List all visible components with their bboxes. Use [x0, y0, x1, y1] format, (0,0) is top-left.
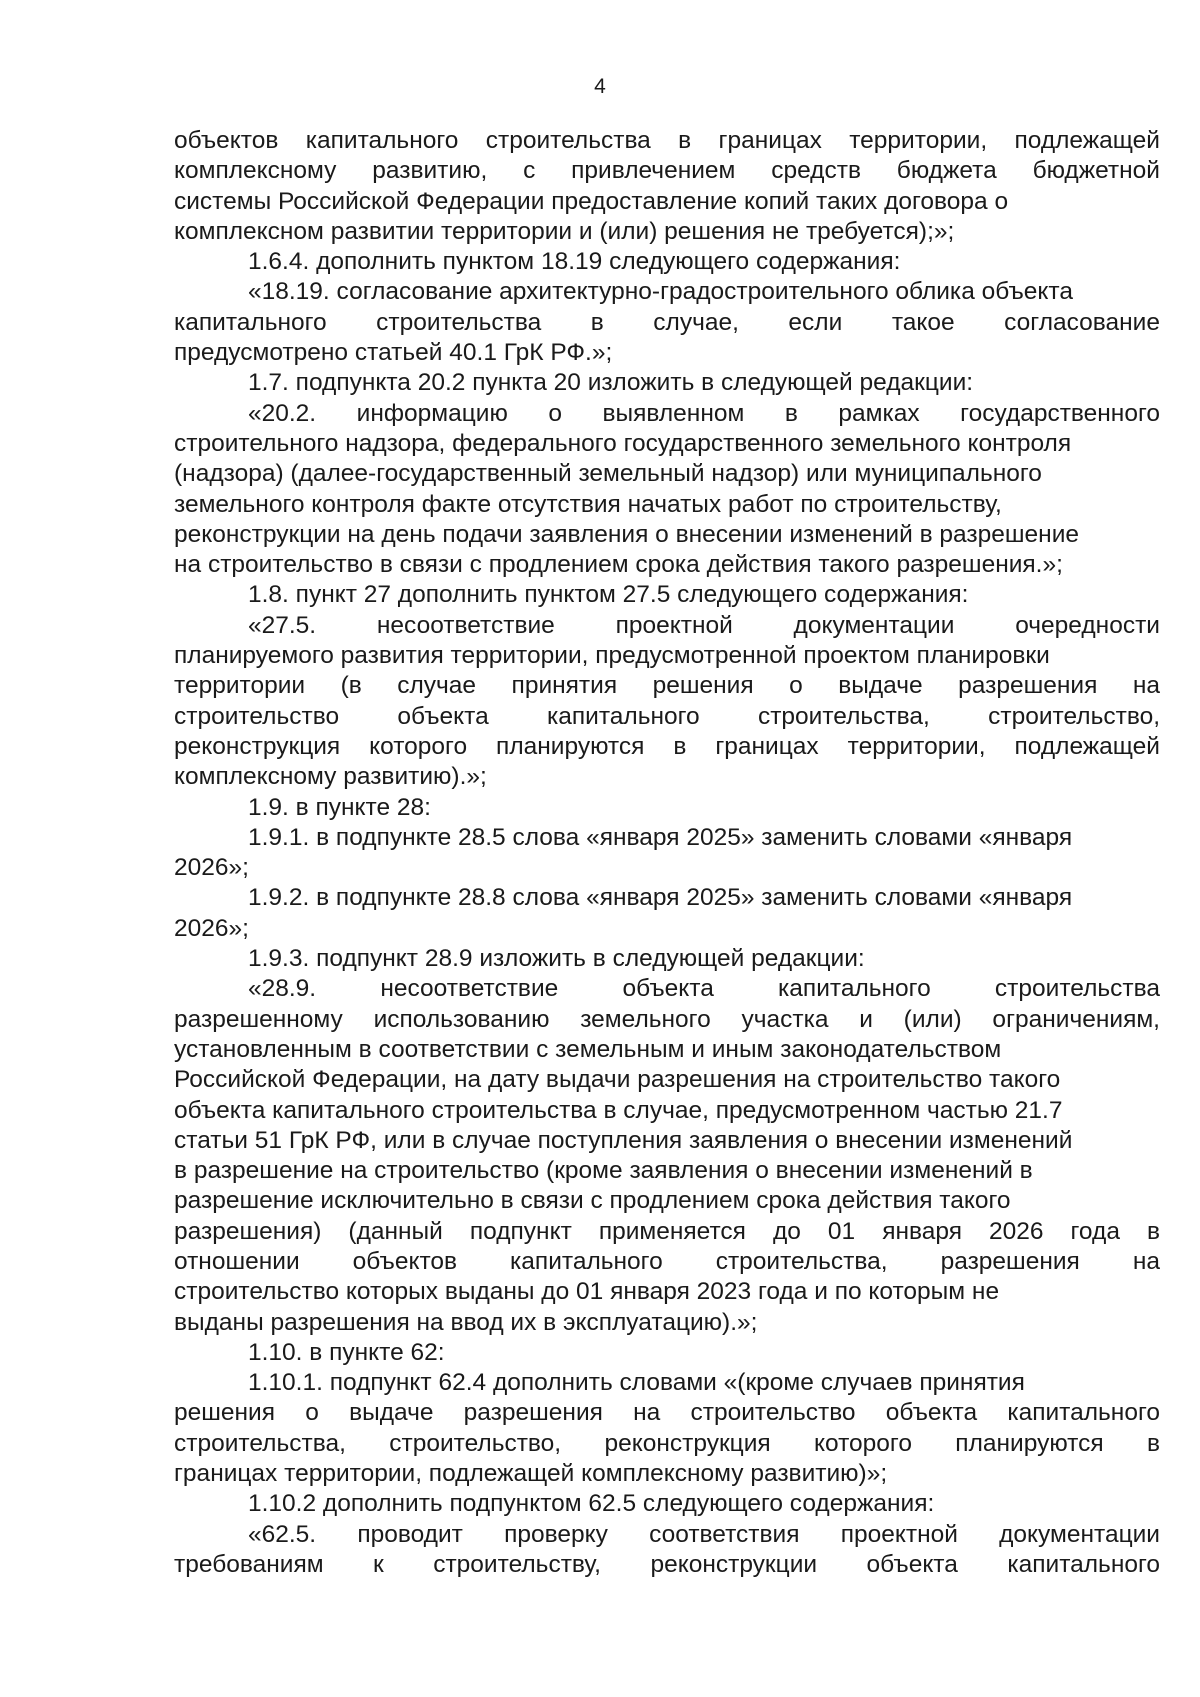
text-line: требованиям к строительству, реконструкции объекта капитального: [174, 1550, 1160, 1578]
text-line: разрешение исключительно в связи с продлением срока действия такого: [174, 1187, 1011, 1215]
text-line: установленным в соответствии с земельным и иным законодательством: [174, 1035, 1002, 1063]
text-line: строительного надзора, федерального государственного земельного контроля: [174, 429, 1072, 457]
text-line: разрешения) (данный подпункт применяется до 01 января 2026 года в: [174, 1217, 1160, 1245]
text-line: 1.6.4. дополнить пунктом 18.19 следующего содержания:: [248, 248, 901, 276]
text-line: 1.8. пункт 27 дополнить пунктом 27.5 следующего содержания:: [248, 581, 969, 609]
text-line: системы Российской Федерации предоставление копий таких договора о: [174, 187, 1009, 215]
text-line: «62.5. проводит проверку соответствия проектной документации: [248, 1520, 1160, 1548]
text-line: строительство которых выданы до 01 января 2023 года и по которым не: [174, 1278, 1000, 1306]
text-line: капитального строительства в случае, если такое согласование: [174, 308, 1160, 336]
text-line: строительство объекта капитального строительства, строительство,: [174, 702, 1160, 730]
text-line: в разрешение на строительство (кроме заявления о внесении изменений в: [174, 1157, 1033, 1185]
text-line: 1.9.1. в подпункте 28.5 слова «января 2025» заменить словами «января: [248, 823, 1073, 851]
text-line: 1.9.3. подпункт 28.9 изложить в следующей редакции:: [248, 945, 865, 973]
text-line: 1.10.1. подпункт 62.4 дополнить словами «(кроме случаев принятия: [248, 1369, 1025, 1397]
text-line: земельного контроля факте отсутствия начатых работ по строительству,: [174, 490, 1002, 518]
text-line: «18.19. согласование архитектурно-градостроительного облика объекта: [248, 278, 1073, 306]
text-line: статьи 51 ГрК РФ, или в случае поступления заявления о внесении изменений: [174, 1126, 1073, 1154]
text-line: планируемого развития территории, предусмотренной проектом планировки: [174, 642, 1050, 670]
text-line: выданы разрешения на ввод их в эксплуатацию).»;: [174, 1308, 758, 1336]
text-line: Российской Федерации, на дату выдачи разрешения на строительство такого: [174, 1066, 1061, 1094]
text-line: «20.2. информацию о выявленном в рамках государственного: [248, 399, 1160, 427]
text-line: комплексному развитию, с привлечением средств бюджета бюджетной: [174, 157, 1160, 185]
text-line: разрешенному использованию земельного участка и (или) ограничениям,: [174, 1005, 1160, 1033]
text-line: реконструкция которого планируются в границах территории, подлежащей: [174, 732, 1160, 760]
text-line: 1.7. подпункта 20.2 пункта 20 изложить в следующей редакции:: [248, 369, 974, 397]
text-line: отношении объектов капитального строительства, разрешения на: [174, 1247, 1160, 1275]
text-line: границах территории, подлежащей комплексному развитию)»;: [174, 1460, 888, 1488]
text-line: строительства, строительство, реконструкция которого планируются в: [174, 1429, 1160, 1457]
text-line: объекта капитального строительства в случае, предусмотренном частью 21.7: [174, 1096, 1063, 1124]
page-number: 4: [594, 75, 606, 98]
text-line: 2026»;: [174, 914, 249, 942]
text-line: 1.10. в пункте 62:: [248, 1338, 445, 1366]
text-line: «28.9. несоответствие объекта капитального строительства: [248, 975, 1160, 1003]
text-line: решения о выдаче разрешения на строительство объекта капитального: [174, 1399, 1160, 1427]
text-line: объектов капитального строительства в границах территории, подлежащей: [174, 127, 1160, 154]
text-line: «27.5. несоответствие проектной документации очередности: [248, 611, 1160, 639]
text-line: 1.9.2. в подпункте 28.8 слова «января 2025» заменить словами «января: [248, 884, 1073, 912]
text-line: 1.10.2 дополнить подпунктом 62.5 следующего содержания:: [248, 1490, 935, 1518]
document-body: [174, 126, 1160, 1580]
text-line: 2026»;: [174, 854, 249, 882]
text-line: (надзора) (далее-государственный земельный надзор) или муниципального: [174, 460, 1042, 488]
text-line: на строительство в связи с продлением срока действия такого разрешения.»;: [174, 551, 1063, 579]
text-line: комплексному развитию).»;: [174, 763, 487, 791]
text-line: территории (в случае принятия решения о выдаче разрешения на: [174, 672, 1160, 700]
text-line: реконструкции на день подачи заявления о внесении изменений в разрешение: [174, 520, 1080, 548]
text-line: предусмотрено статьей 40.1 ГрК РФ.»;: [174, 339, 613, 367]
text-line: комплексном развитии территории и (или) решения не требуется);»;: [174, 217, 955, 245]
text-line: 1.9. в пункте 28:: [248, 793, 431, 821]
